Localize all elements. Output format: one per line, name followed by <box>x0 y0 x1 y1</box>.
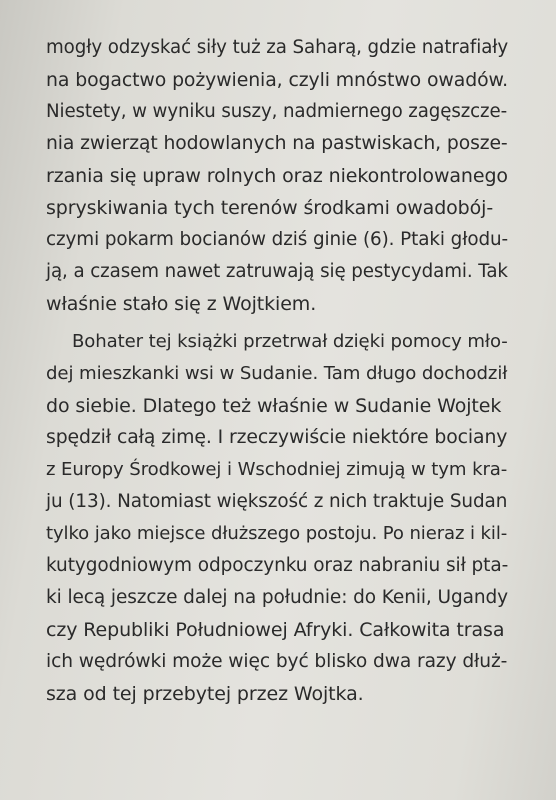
text-line: nia zwierząt hodowlanych na pastwiskach, posze- <box>46 133 508 154</box>
text-line: ju (13). Natomiast większość z nich traktuje Sudan <box>46 491 508 512</box>
text-line: do siebie. Dlatego też właśnie w Sudanie Wojtek <box>46 395 502 417</box>
text-line: spryskiwania tych terenów środkami owadobój- <box>46 197 494 219</box>
text-line: właśnie stało się z Wojtkiem. <box>46 293 317 315</box>
text-line: dej mieszkanki wsi w Sudanie. Tam długo dochodził <box>46 363 508 384</box>
text-line: na bogactwo pożywienia, czyli mnóstwo owadów. <box>46 69 509 91</box>
text-line: rzania się upraw rolnych oraz niekontrolowanego <box>46 165 508 187</box>
text-line: tylko jako miejsce dłuższego postoju. Po nieraz i kil- <box>46 523 508 544</box>
text-line: kutygodniowym odpoczynku oraz nabraniu sił pta- <box>46 555 509 576</box>
paragraph-first-line: Bohater tej książki przetrwał dzięki pomocy mło- <box>72 331 508 352</box>
text-line: spędził całą zimę. I rzeczywiście niektóre bociany <box>46 427 508 448</box>
text-line: Niestety, w wyniku suszy, nadmiernego zagęszcze- <box>46 101 508 122</box>
text-line: czy Republiki Południowej Afryki. Całkowita trasa <box>46 619 505 641</box>
text-line: ją, a czasem nawet zatruwają się pestycydami. Tak <box>46 261 508 282</box>
text-line: z Europy Środkowej i Wschodniej zimują w tym kra- <box>46 459 508 480</box>
text-line: sza od tej przebytej przez Wojtka. <box>46 683 364 705</box>
text-line: ki lecą jeszcze dalej na południe: do Kenii, Ugandy <box>46 587 509 608</box>
text-line: czymi pokarm bocianów dziś ginie (6). Ptaki głodu- <box>46 229 509 250</box>
text-line: ich wędrówki może więc być blisko dwa razy dłuż- <box>46 651 508 672</box>
text-line: mogły odzyskać siły tuż za Saharą, gdzie natrafiały <box>46 37 509 58</box>
